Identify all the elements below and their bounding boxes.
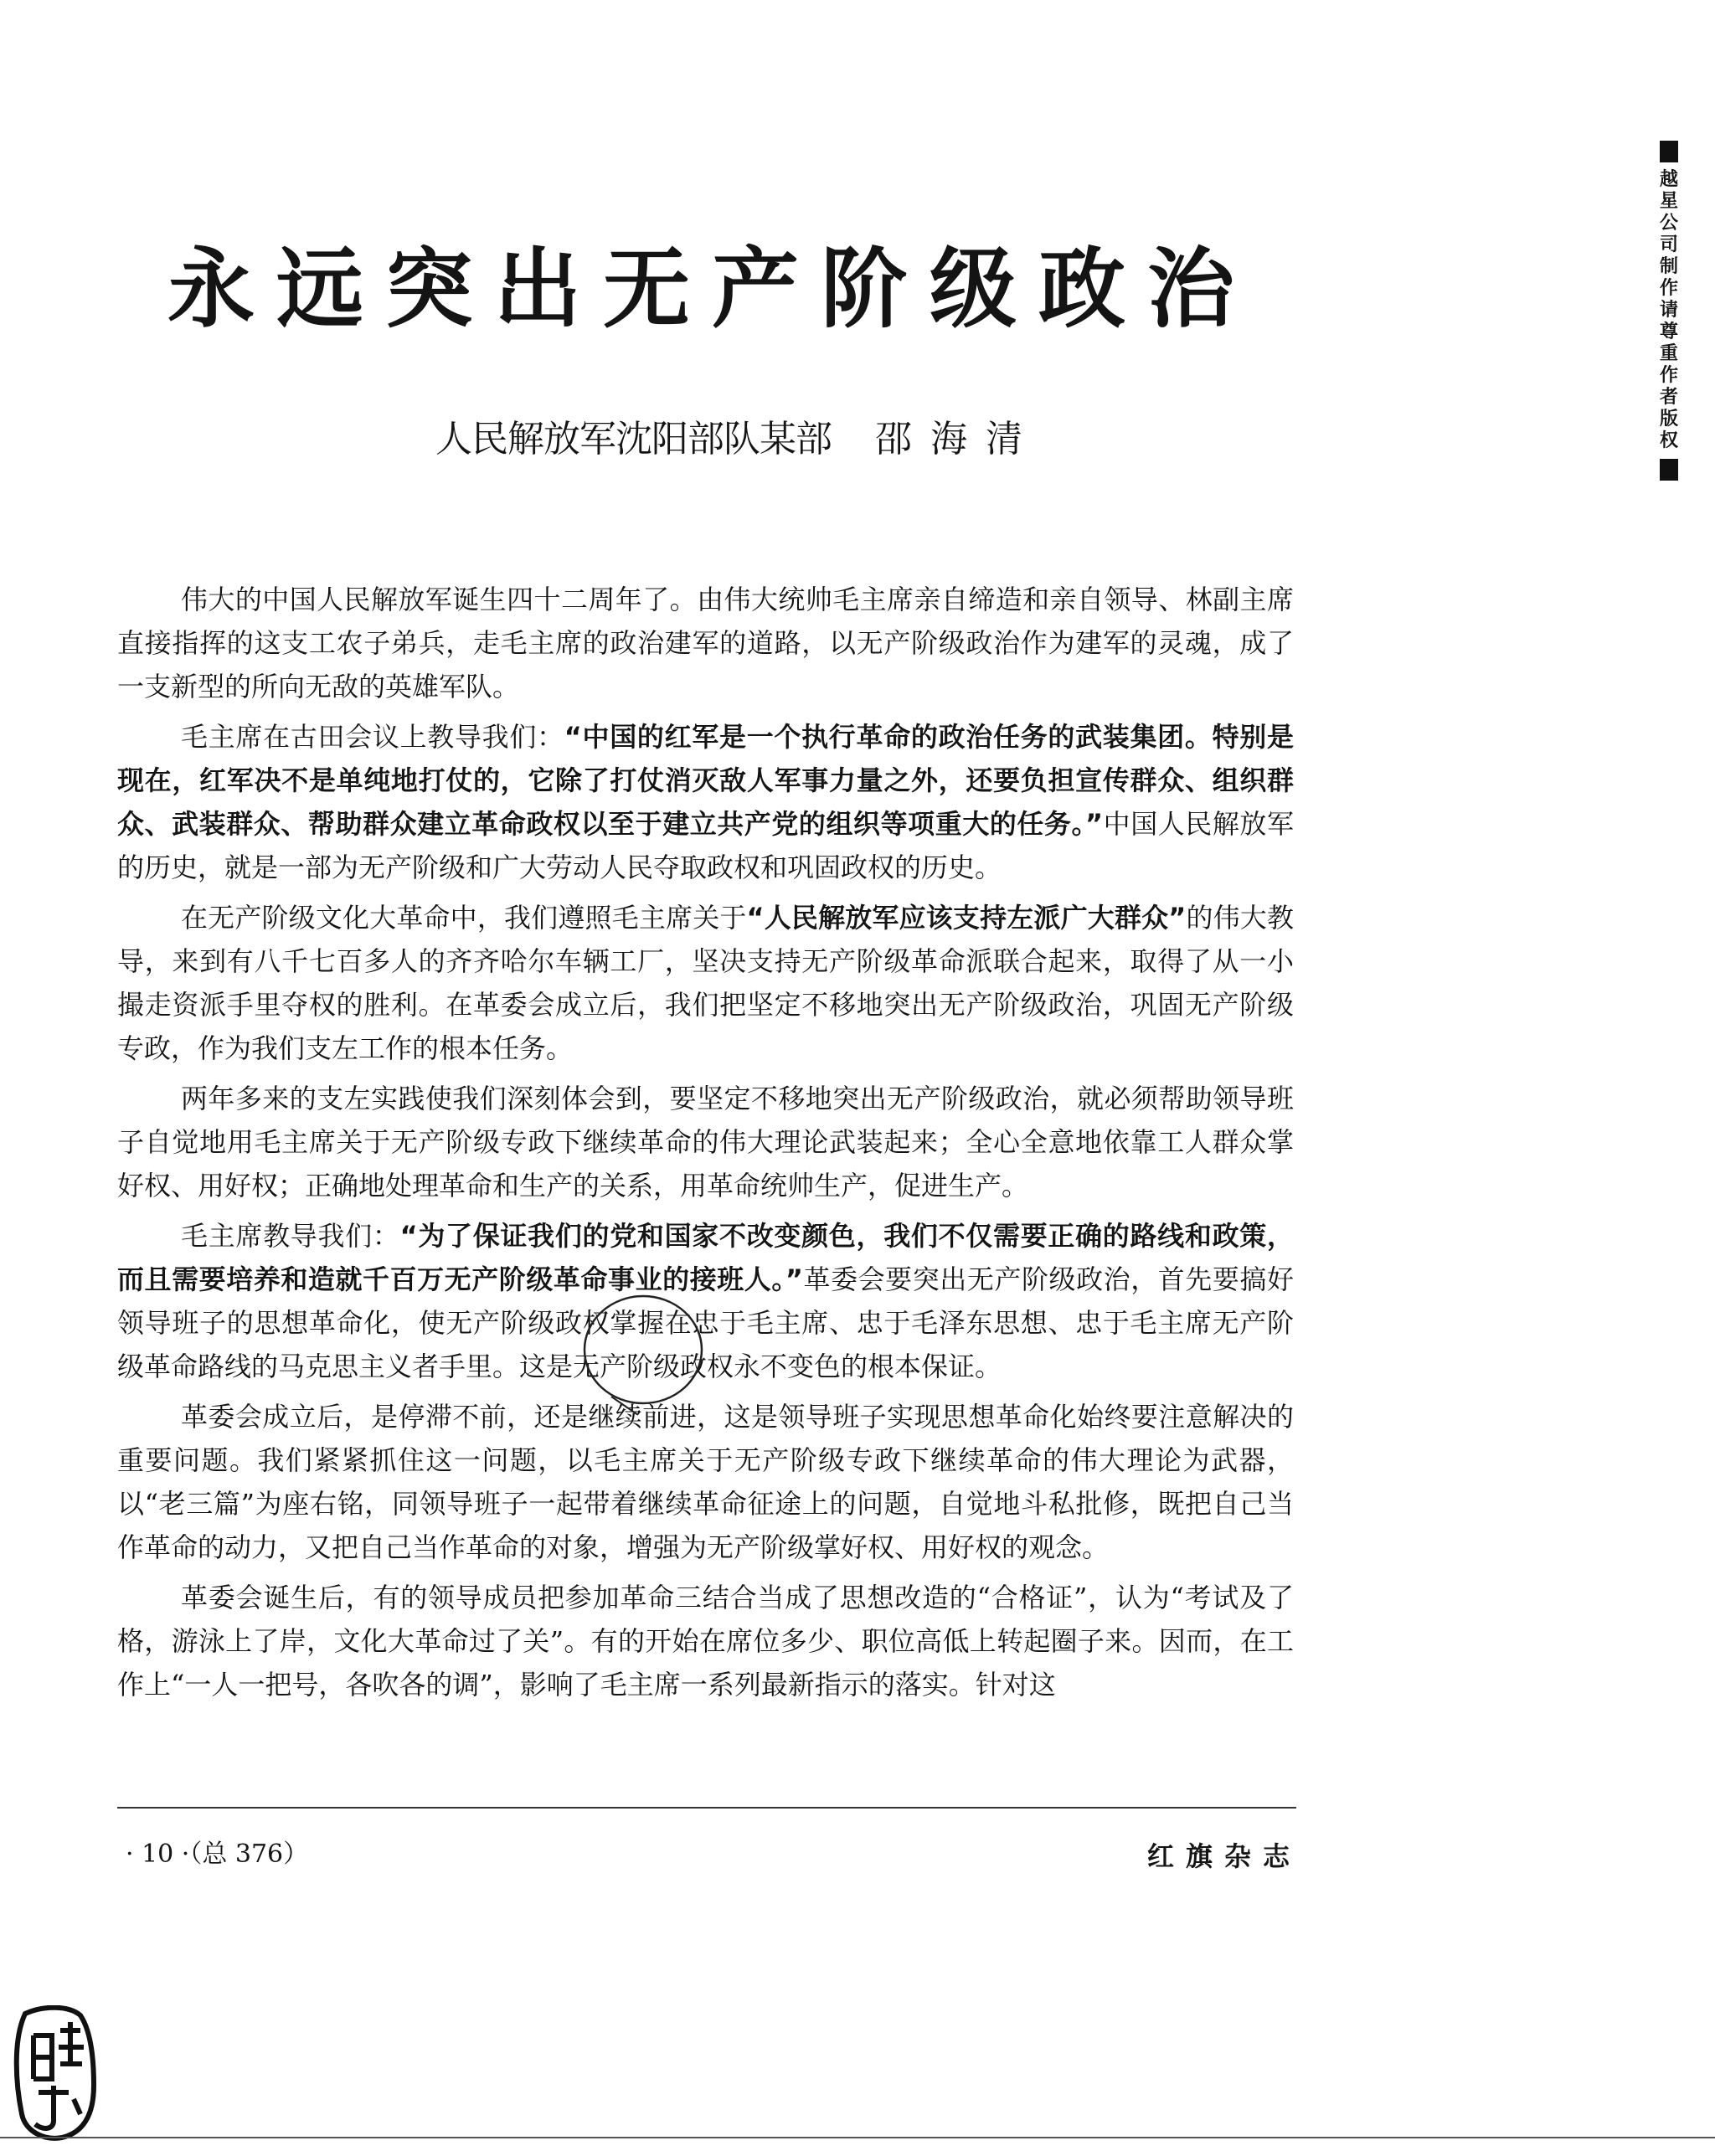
side-notice-char: 版 [1659, 409, 1678, 430]
journal-name: 红旗杂志 [1147, 1840, 1302, 1872]
seal-stamp [10, 2005, 102, 2148]
scan-edge-rule [0, 2137, 1715, 2138]
side-bar-bottom [1660, 459, 1678, 481]
paragraph-text: 伟大的中国人民解放军诞生四十二周年了。由伟大统帅毛主席亲自缔造和亲自领导、林副主席直接指挥的这支工农子弟兵，走毛主席的政治建军的道路，以无产阶级政治作为建军的灵魂，成了一支新型的所向无敌的英雄军队。 [117, 584, 1294, 702]
side-notice-text [1656, 162, 1682, 459]
paragraph-text: 两年多来的支左实践使我们深刻体会到，要坚定不移地突出无产阶级政治，就必须帮助领导班子自觉地用毛主席关于无产阶级专政下继续革命的伟大理论武装起来；全心全意地依靠工人群众掌好权、用好权；正确地处理革命和生产的关系，用革命统帅生产，促进生产。 [117, 1083, 1294, 1201]
page-number: · 10 ·（总 376） [126, 1840, 309, 1869]
author-name: 邵海清 [875, 418, 1041, 461]
paragraph-text: 革委会要突出无产阶级政治，首先要搞好领导班子的思想革命化，使无产阶级政权掌握在忠于毛主席、忠于毛泽东思想、忠于毛主席无产阶级革命路线的马克思主义者手里。这是无产阶级政权永不变色的根本保证。 [117, 1263, 1294, 1382]
paragraph-text: 的伟大教导，来到有八千七百多人的齐齐哈尔车辆工厂，坚决支持无产阶级革命派联合起来，取得了从一小撮走资派手里夺权的胜利。在革委会成立后，我们把坚定不移地突出无产阶级政治，巩固无产阶级专政，作为我们支左工作的根本任务。 [117, 902, 1294, 1064]
quotation-bold: “中国的红军是一个执行革命的政治任务的武装集团。特别是现在，红军决不是单纯地打仗的，它除了打仗消灭敌人军事力量之外，还要负担宣传群众、组织群众、武装群众、帮助群众建立革命政权以至于建立共产党的组织等项重大的任务。” [117, 721, 1294, 840]
side-notice-char: 权 [1659, 430, 1678, 451]
side-notice-char: 司 [1659, 234, 1678, 255]
article-paragraph [117, 1395, 1294, 1569]
side-notice-char: 者 [1659, 387, 1678, 408]
side-notice-char: 作 [1659, 278, 1678, 299]
side-bar-top [1660, 141, 1678, 162]
side-notice-char: 公 [1659, 213, 1678, 234]
quotation-bold: “人民解放军应该支持左派广大群众” [746, 902, 1187, 934]
byline [435, 414, 1041, 465]
footer-rule [117, 1807, 1296, 1809]
article-paragraph [117, 578, 1294, 708]
quotation-bold: “为了保证我们的党和国家不改变颜色，我们不仅需要正确的路线和政策，而且需要培养和造就千百万无产阶级革命事业的接班人。” [117, 1220, 1294, 1295]
author-unit: 人民解放军沈阳部队某部 [435, 418, 832, 461]
side-notice-char: 星 [1659, 191, 1678, 212]
pen-circle-mark [578, 1289, 712, 1415]
side-copyright-notice [1656, 141, 1697, 481]
article-title: 永远突出无产阶级政治 [167, 238, 1257, 340]
side-notice-char: 作 [1659, 365, 1678, 386]
paragraph-text: 在无产阶级文化大革命中，我们遵照毛主席关于 [181, 902, 747, 934]
side-notice-char: 制 [1659, 256, 1678, 277]
paragraph-text: 毛主席在古田会议上教导我们： [181, 721, 564, 753]
paragraph-text: 毛主席教导我们： [181, 1220, 400, 1252]
article-body [117, 578, 1294, 1713]
article-paragraph [117, 1576, 1294, 1706]
article-paragraph [117, 715, 1294, 889]
side-notice-char: 请 [1659, 300, 1678, 321]
side-notice-char: 尊 [1659, 322, 1678, 342]
side-notice-char: 重 [1659, 343, 1678, 364]
paragraph-text: 革委会成立后，是停滞不前，还是继续前进，这是领导班子实现思想革命化始终要注意解决的重要问题。我们紧紧抓住这一问题，以毛主席关于无产阶级专政下继续革命的伟大理论为武器，以“老三篇”为座右铭，同领导班子一起带着继续革命征途上的问题，自觉地斗私批修，既把自己当作革命的动力，又把自己当作革命的对象，增强为无产阶级掌好权、用好权的观念。 [117, 1401, 1294, 1563]
paragraph-text: 中国人民解放军的历史，就是一部为无产阶级和广大劳动人民夺取政权和巩固政权的历史。 [117, 808, 1294, 883]
side-notice-char: 越 [1659, 169, 1678, 190]
article-paragraph [117, 1077, 1294, 1207]
paragraph-text: 革委会诞生后，有的领导成员把参加革命三结合当成了思想改造的“合格证”，认为“考试及了格，游泳上了岸，文化大革命过了关”。有的开始在席位多少、职位高低上转起圈子来。因而，在工作上“一人一把号，各吹各的调”，影响了毛主席一系列最新指示的落实。针对这 [117, 1582, 1294, 1701]
article-paragraph [117, 896, 1294, 1070]
